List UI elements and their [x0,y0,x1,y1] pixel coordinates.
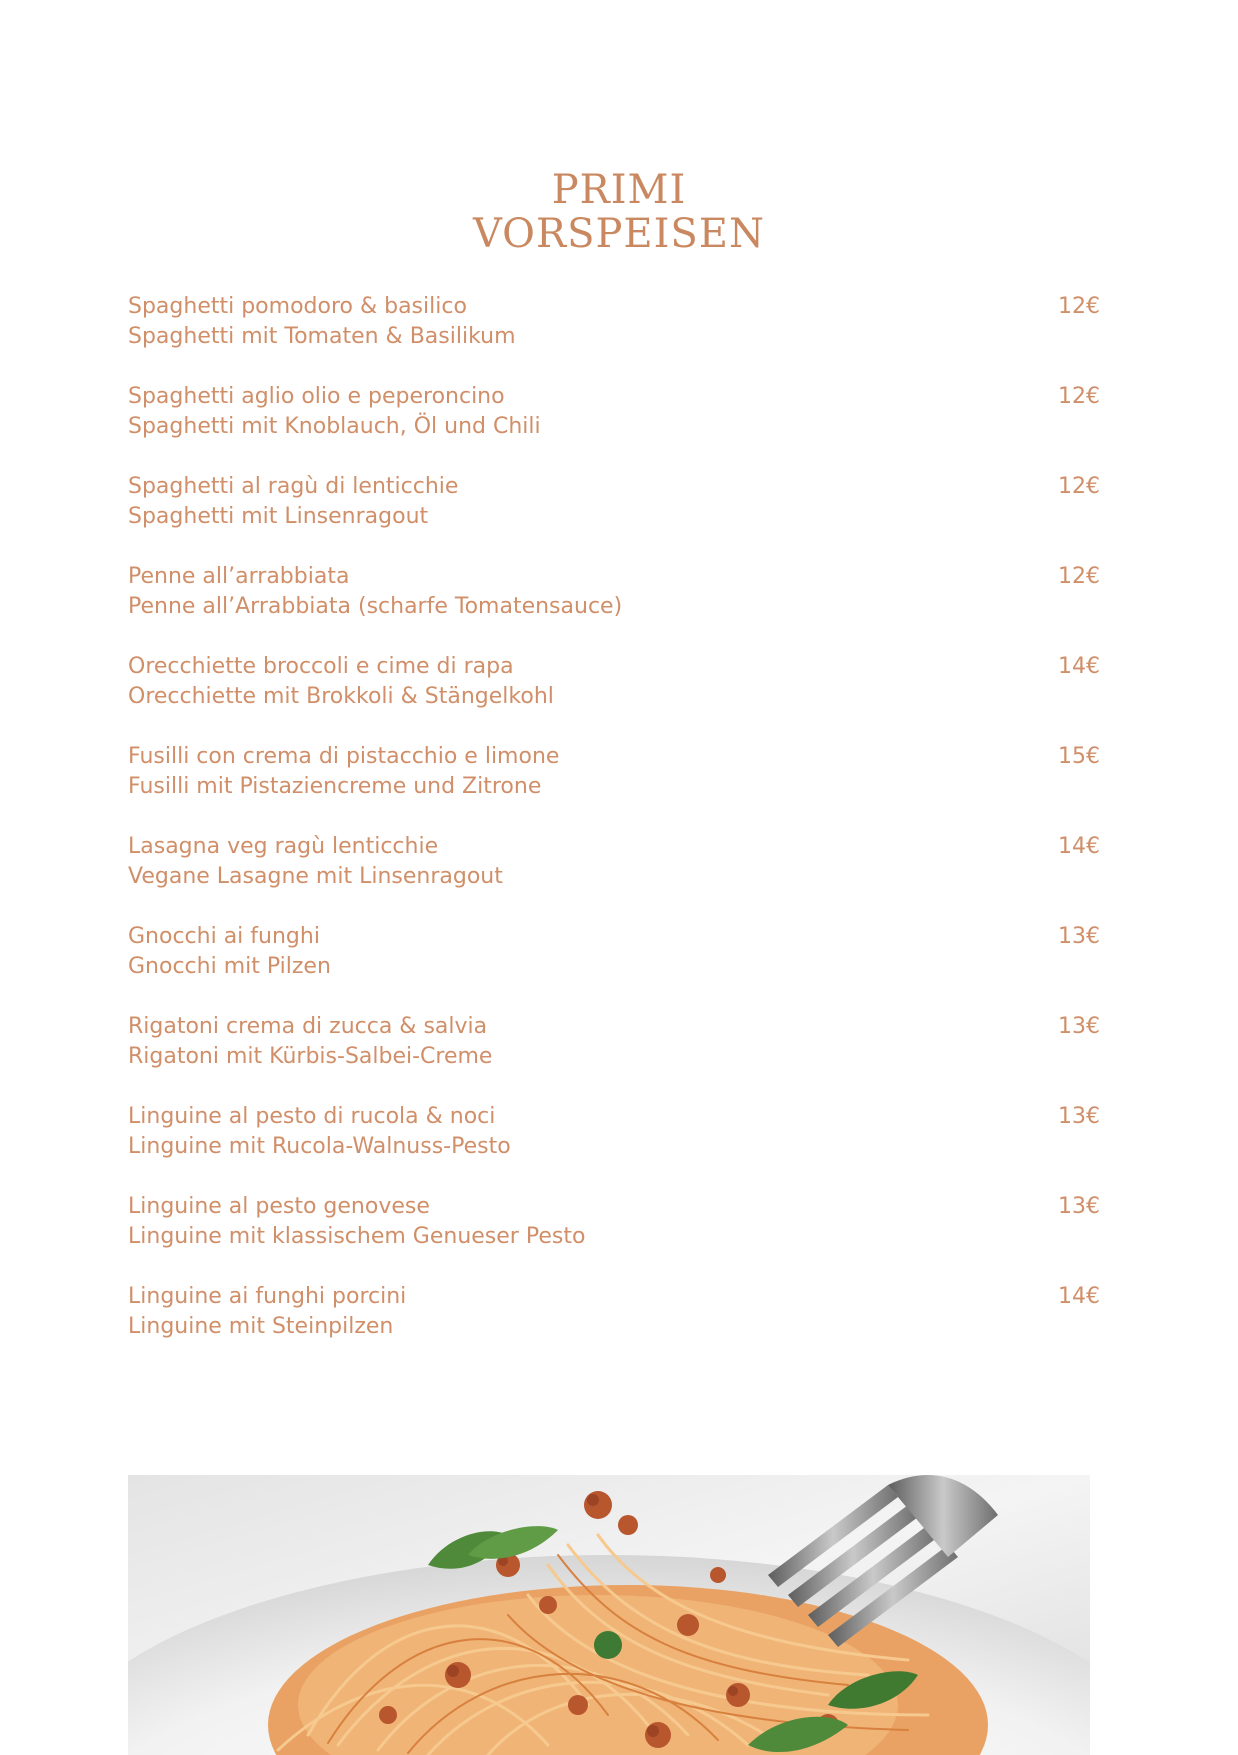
menu-list [128,292,1112,1372]
dish-price: 12€ [1058,564,1100,589]
menu-item [128,652,1112,742]
dish-price: 12€ [1058,294,1100,319]
dish-name-german: Gnocchi mit Pilzen [128,954,331,979]
dish-name-german: Penne all’Arrabbiata (scharfe Tomatensauce) [128,594,623,619]
dish-name-italian: Rigatoni crema di zucca & salvia [128,1014,488,1039]
dish-name-german: Linguine mit Rucola-Walnuss-Pesto [128,1134,511,1159]
dish-name-german: Spaghetti mit Linsenragout [128,504,429,529]
menu-item [128,382,1112,472]
spaghetti-illustration [128,1475,1090,1755]
dish-price: 13€ [1058,924,1100,949]
menu-item [128,922,1112,1012]
page-title [0,168,1238,256]
dish-price: 13€ [1058,1014,1100,1039]
dish-name-german: Spaghetti mit Knoblauch, Öl und Chili [128,414,541,439]
menu-item [128,1282,1112,1372]
menu-item [128,742,1112,832]
dish-name-german: Fusilli mit Pistaziencreme und Zitrone [128,774,542,799]
dish-price: 13€ [1058,1104,1100,1129]
menu-item [128,1102,1112,1192]
dish-name-italian: Orecchiette broccoli e cime di rapa [128,654,514,679]
dish-price: 13€ [1058,1194,1100,1219]
dish-name-italian: Gnocchi ai funghi [128,924,320,949]
menu-item [128,1192,1112,1282]
menu-item [128,562,1112,652]
menu-item [128,1012,1112,1102]
dish-name-german: Linguine mit Steinpilzen [128,1314,394,1339]
title-line-primi: PRIMI [551,167,687,213]
dish-name-german: Rigatoni mit Kürbis-Salbei-Creme [128,1044,493,1069]
dish-name-italian: Spaghetti pomodoro & basilico [128,294,467,319]
dish-name-italian: Linguine al pesto di rucola & noci [128,1104,496,1129]
menu-item [128,472,1112,562]
dish-name-italian: Lasagna veg ragù lenticchie [128,834,439,859]
menu-item [128,832,1112,922]
dish-price: 15€ [1058,744,1100,769]
dish-name-italian: Linguine al pesto genovese [128,1194,430,1219]
dish-name-italian: Linguine ai funghi porcini [128,1284,407,1309]
dish-name-italian: Fusilli con crema di pistacchio e limone [128,744,560,769]
title-line-vorspeisen: VORSPEISEN [472,211,765,257]
dish-price: 12€ [1058,384,1100,409]
dish-name-italian: Spaghetti al ragù di lenticchie [128,474,459,499]
dish-price: 14€ [1058,834,1100,859]
dish-price: 12€ [1058,474,1100,499]
dish-price: 14€ [1058,654,1100,679]
dish-name-german: Orecchiette mit Brokkoli & Stängelkohl [128,684,554,709]
dish-name-german: Spaghetti mit Tomaten & Basilikum [128,324,516,349]
dish-name-german: Linguine mit klassischem Genueser Pesto [128,1224,586,1249]
dish-name-italian: Spaghetti aglio olio e peperoncino [128,384,505,409]
spaghetti-fork-photo [128,1475,1090,1755]
menu-item [128,292,1112,382]
dish-name-german: Vegane Lasagne mit Linsenragout [128,864,503,889]
dish-price: 14€ [1058,1284,1100,1309]
dish-name-italian: Penne all’arrabbiata [128,564,350,589]
